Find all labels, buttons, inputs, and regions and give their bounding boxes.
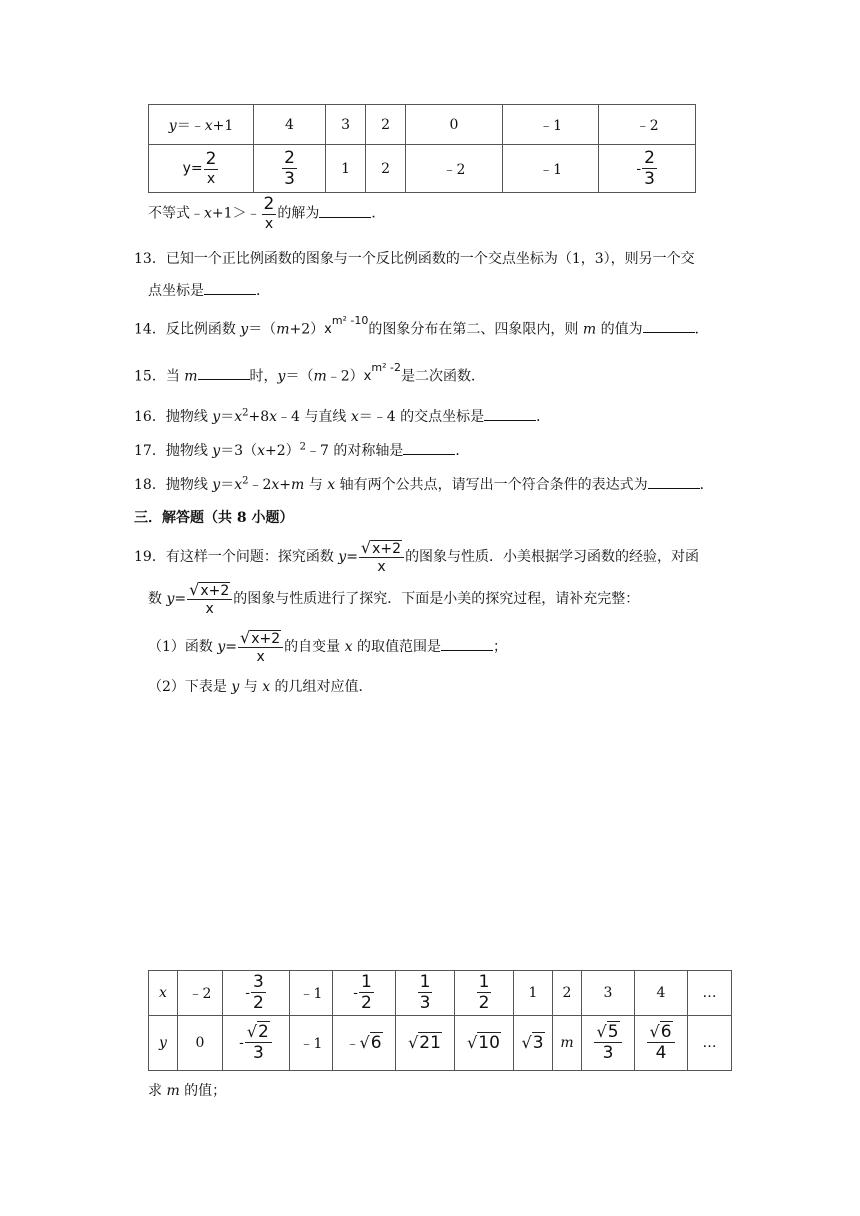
question-text: 已知一个正比例函数的图象与一个反比例函数的一个交点坐标为（1，3），则另一个交 <box>165 251 695 267</box>
table1-cell: $\frac{2}{3}$ <box>254 145 326 193</box>
table2-cell: - $\frac{√2}{3}$ <box>223 1016 290 1071</box>
value-table-2 <box>148 970 732 1071</box>
table1-cell: ﹣2 <box>599 105 696 145</box>
table2-cell: 3 <box>582 971 635 1016</box>
table2-cell: - $\frac{3}{2}$ <box>223 971 290 1016</box>
table2-cell: $\frac{1}{2}$ <box>455 971 514 1016</box>
table2-cell: √3 <box>514 1016 553 1071</box>
table2-cell: 2 <box>553 971 582 1016</box>
table2-cell: ﹣1 <box>290 971 333 1016</box>
table1-cell: ﹣1 <box>502 105 599 145</box>
table2-cell: √10 <box>455 1016 514 1071</box>
question-17: 17．抛物线 $y=3(x+2)^2﹣7$ 的对称轴是 ． <box>134 441 470 459</box>
answer-blank[interactable] <box>319 205 371 218</box>
table2-cell: $\frac{√6}{4}$ <box>635 1016 688 1071</box>
table1-cell: ﹣1 <box>502 145 599 193</box>
table1-cell: - $\frac{2}{3}$ <box>599 145 696 193</box>
table1-cell: 3 <box>326 105 366 145</box>
table2-cell: m <box>553 1016 582 1071</box>
answer-blank[interactable] <box>441 638 493 651</box>
table2-cell: $\frac{√5}{3}$ <box>582 1016 635 1071</box>
question-16: 16．抛物线 $y=x^2+8x﹣4$ 与直线 x＝﹣4 的交点坐标是 ． <box>134 407 551 425</box>
table1-cell: ﹣2 <box>406 145 503 193</box>
question-19-part2: （2）下表是 y 与 x 的几组对应值． <box>148 679 373 695</box>
table2-cell: √21 <box>396 1016 455 1071</box>
value-table-1 <box>148 104 696 193</box>
table1-cell: 2 <box>366 145 406 193</box>
table2-cell: ﹣1 <box>290 1016 333 1071</box>
table2-cell: 1 <box>514 971 553 1016</box>
question-12-tail: 不等式﹣x+1＞﹣ $\frac{2}{x}$ 的解为 ． <box>148 194 386 232</box>
answer-blank[interactable] <box>204 282 256 295</box>
table2-cell: ﹣√6 <box>333 1016 396 1071</box>
question-19-line1: 19．有这样一个问题：探究函数 y= $\frac{√x+2}{x}$ 的图象与性质．小美根据学习函数的经验，对函 <box>134 538 700 575</box>
table1-row2-label: y= $\frac{2}{x}$ <box>149 145 254 193</box>
question-18: 18．抛物线 $y=x^2﹣2x+m$ 与 x 轴有两个公共点，请写出一个符合条件的表达式为 ． <box>134 475 714 493</box>
question-19-part1: （1）函数 y= $\frac{√x+2}{x}$ 的自变量 x 的取值范围是 ； <box>148 628 507 665</box>
answer-blank[interactable] <box>403 442 455 455</box>
table1-cell: 2 <box>366 105 406 145</box>
table1-cell: 1 <box>326 145 366 193</box>
table2-cell: … <box>688 971 732 1016</box>
section-heading: 三．解答题（共 8 小题） <box>134 510 294 526</box>
question-text: 点坐标是 <box>148 283 204 299</box>
table2-cell: $\frac{1}{3}$ <box>396 971 455 1016</box>
question-13-line2: 点坐标是 ． <box>148 283 270 299</box>
question-13 <box>134 248 695 268</box>
table2-x-label: x <box>149 971 178 1016</box>
answer-blank[interactable] <box>648 476 700 489</box>
table2-cell: 0 <box>178 1016 223 1071</box>
question-15: 15．当 m 时，$y=(m﹣2)x^{m^2 -2}$是二次函数． <box>134 361 485 385</box>
table2-cell: 4 <box>635 971 688 1016</box>
answer-blank[interactable] <box>484 408 536 421</box>
table1-row1-label: y＝﹣x+1 <box>149 105 254 145</box>
table2-cell: ﹣2 <box>178 971 223 1016</box>
question-number: 13． <box>134 251 166 267</box>
question-14: 14．反比例函数 $y=(m+2)x^{m^2 -10}$的图象分布在第二、四象限内，则 m 的值为 ． <box>134 314 709 338</box>
table2-cell: - $\frac{1}{2}$ <box>333 971 396 1016</box>
question-19-ask-m: 求 m 的值； <box>148 1083 227 1099</box>
table1-cell: 0 <box>406 105 503 145</box>
table1-cell: 4 <box>254 105 326 145</box>
table2-cell: … <box>688 1016 732 1071</box>
question-19-line2: 数 y= $\frac{√x+2}{x}$ 的图象与性质进行了探究．下面是小美的探究过程，请补充完整： <box>148 580 640 617</box>
answer-blank[interactable] <box>198 367 250 380</box>
answer-blank[interactable] <box>643 320 695 333</box>
table2-y-label: y <box>149 1016 178 1071</box>
